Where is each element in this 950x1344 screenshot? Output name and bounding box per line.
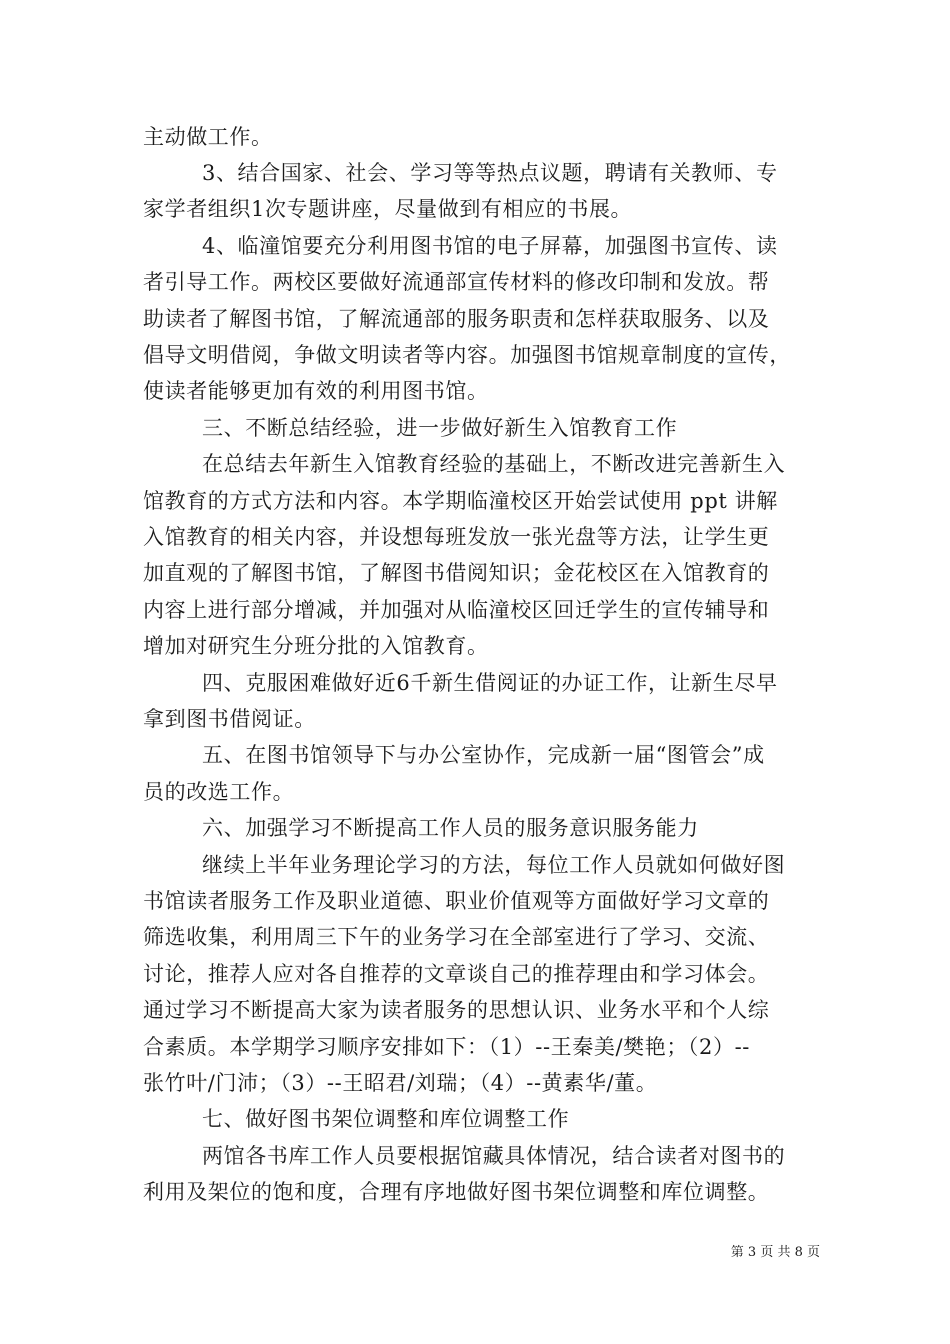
section-heading: 四、克服困难做好近6千新生借阅证的办证工作，让新生尽早 [202, 671, 778, 695]
text-line: 讨论，推荐人应对各自推荐的文章谈自己的推荐理由和学习体会。 [143, 962, 770, 986]
text-line: 通过学习不断提高大家为读者服务的思想认识、业务水平和个人综 [143, 998, 770, 1022]
text-line: 合素质。本学期学习顺序安排如下：（1）--王秦美/樊艳；（2）-- [143, 1035, 750, 1059]
text-line: 主动做工作。 [143, 125, 273, 149]
text-line: 3、结合国家、社会、学习等等热点议题，聘请有关教师、专 [202, 161, 778, 185]
text-line: 内容上进行部分增减，并加强对从临潼校区回迁学生的宣传辅导和 [143, 598, 770, 622]
text-line: 继续上半年业务理论学习的方法，每位工作人员就如何做好图 [202, 853, 786, 877]
text-line: 加直观的了解图书馆，了解图书借阅知识；金花校区在入馆教育的 [143, 561, 770, 585]
text-line: 使读者能够更加有效的利用图书馆。 [143, 379, 489, 403]
text-line: 员的改选工作。 [143, 780, 295, 804]
text-line: 增加对研究生分班分批的入馆教育。 [143, 634, 489, 658]
section-heading: 五、在图书馆领导下与办公室协作，完成新一届“图管会”成 [202, 743, 765, 767]
text-line: 入馆教育的相关内容，并设想每班发放一张光盘等方法，让学生更 [143, 525, 770, 549]
page-number: 第 3 页 共 8 页 [730, 1245, 820, 1260]
text-line: 书馆读者服务工作及职业道德、职业价值观等方面做好学习文章的 [143, 889, 770, 913]
text-line: 拿到图书借阅证。 [143, 707, 316, 731]
text-line: 4、临潼馆要充分利用图书馆的电子屏幕，加强图书宣传、读 [202, 234, 778, 258]
text-line: 者引导工作。两校区要做好流通部宣传材料的修改印制和发放。帮 [143, 270, 770, 294]
text-line: 馆教育的方式方法和内容。本学期临潼校区开始尝试使用 ppt 讲解 [143, 489, 778, 513]
text-line: 两馆各书库工作人员要根据馆藏具体情况，结合读者对图书的 [202, 1144, 786, 1168]
text-line: 倡导文明借阅，争做文明读者等内容。加强图书馆规章制度的宣传， [143, 343, 791, 367]
text-line: 利用及架位的饱和度，合理有序地做好图书架位调整和库位调整。 [143, 1180, 770, 1204]
text-line: 助读者了解图书馆，了解流通部的服务职责和怎样获取服务、以及 [143, 307, 770, 331]
section-heading: 七、做好图书架位调整和库位调整工作 [202, 1107, 570, 1131]
text-line: 家学者组织1次专题讲座，尽量做到有相应的书展。 [143, 197, 633, 221]
text-line: 筛选收集，利用周三下午的业务学习在全部室进行了学习、交流、 [143, 925, 770, 949]
text-line: 张竹叶/门沛；（3）--王昭君/刘瑞；（4）--黄素华/董。 [143, 1071, 658, 1095]
text-line: 在总结去年新生入馆教育经验的基础上，不断改进完善新生入 [202, 452, 786, 476]
section-heading: 六、加强学习不断提高工作人员的服务意识服务能力 [202, 816, 699, 840]
section-heading: 三、不断总结经验，进一步做好新生入馆教育工作 [202, 416, 678, 440]
